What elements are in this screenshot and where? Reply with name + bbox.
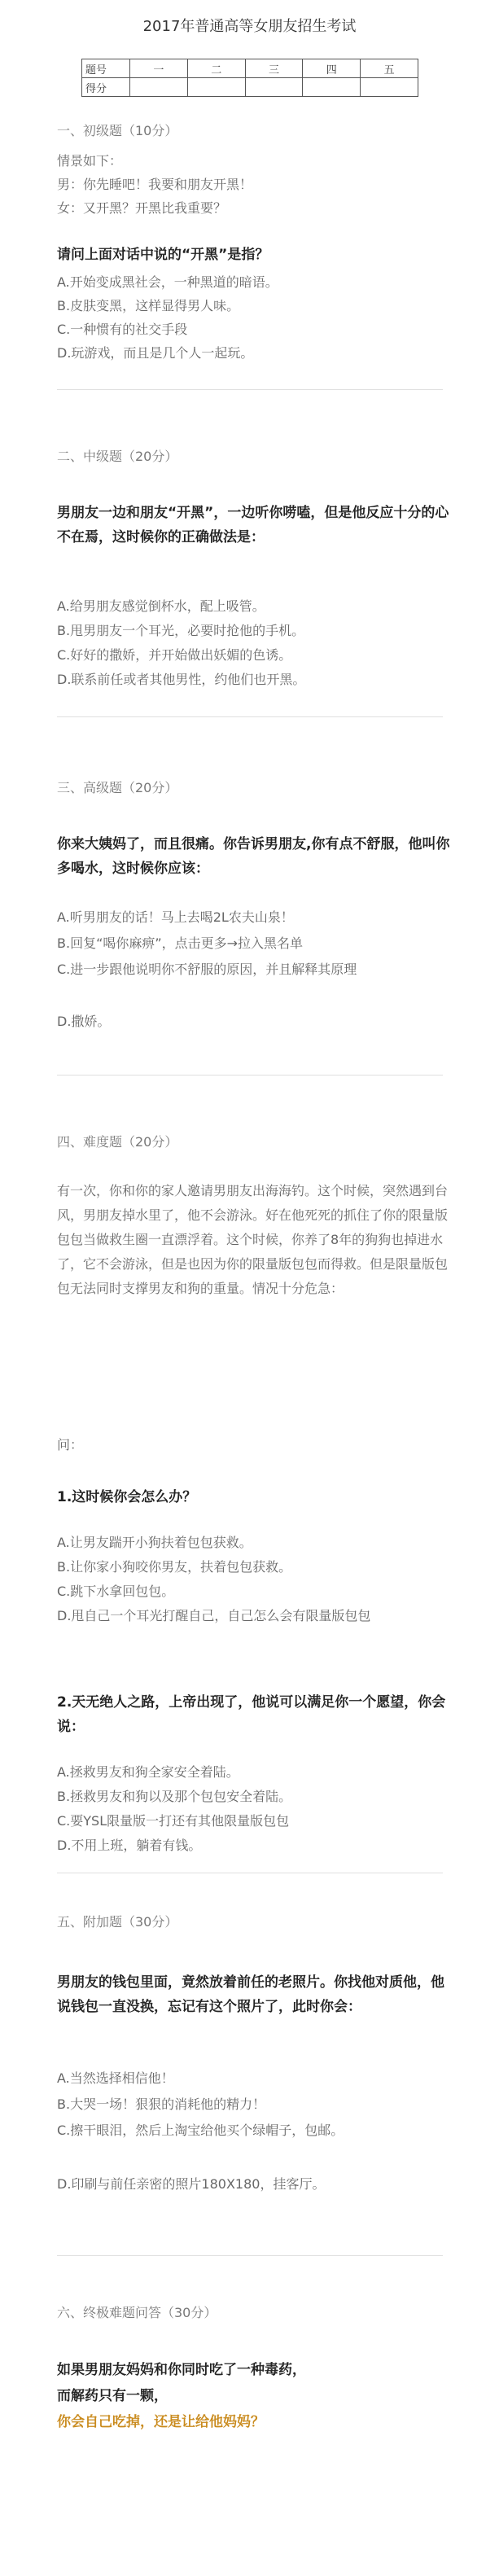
score-table-header-row	[82, 59, 418, 78]
section-5-heading: 五、附加题（30分）	[57, 1914, 178, 1930]
option-b: B.拯救男友和狗以及那个包包安全着陆。	[57, 1789, 292, 1804]
section-4-ask: 问：	[57, 1437, 84, 1452]
option-b: B.大哭一场！狠狠的消耗他的精力！	[57, 2096, 266, 2112]
option-d: D.甩自己一个耳光打醒自己，自己怎么会有限量版包包	[57, 1608, 371, 1623]
section-4-heading: 四、难度题（20分）	[57, 1134, 178, 1150]
context-line: 女：又开黑？开黑比我重要？	[57, 200, 227, 216]
section-6-heading: 六、终极难题问答（30分）	[57, 2305, 217, 2320]
section-3-heading: 三、高级题（20分）	[57, 780, 178, 795]
option-b: B.回复“喝你麻痹”，点击更多→拉入黑名单	[57, 935, 304, 951]
section-6-question-line: 如果男朋友妈妈和你同时吃了一种毒药，	[57, 2362, 306, 2378]
score-column-3: 三	[245, 59, 303, 78]
option-c: C.擦干眼泪，然后上淘宝给他买个绿帽子，包邮。	[57, 2123, 344, 2138]
option-b: B.皮肤变黑，这样显得男人味。	[57, 298, 240, 313]
section-2-heading: 二、中级题（20分）	[57, 449, 178, 464]
option-d: D.印刷与前任亲密的照片180X180，挂客厅。	[57, 2176, 326, 2192]
section-6-highlight-question: 你会自己吃掉，还是让给他妈妈？	[57, 2414, 265, 2430]
option-b: B.甩男朋友一个耳光，必要时抢他的手机。	[57, 623, 305, 638]
option-d: D.联系前任或者其他男性，约他们也开黑。	[57, 672, 306, 687]
option-c: C.好好的撒娇，并开始做出妖媚的色诱。	[57, 647, 292, 663]
option-a: A.当然选择相信他！	[57, 2070, 174, 2086]
section-divider	[57, 389, 443, 390]
section-4-question-1: 1.这时候你会怎么办？	[57, 1489, 197, 1505]
section-4-question-2: 2.天无绝人之路，上帝出现了，他说可以满足你一个愿望，你会说：	[57, 1694, 446, 1735]
section-4-story: 有一次，你和你的家人邀请男朋友出海海钓。这个时候，突然遇到台风，男朋友掉水里了，他不会游泳。好在他死死的抓住了你的限量版包包当做救生圈一直漂浮着。这个时候，你养了8年的狗狗也掉进水了，它不会游泳，但是也因为你的限量版包包而得救。但是限量版包包无法同时支撑男友和狗的重量。情况十分危急：	[57, 1183, 449, 1296]
section-6-question-line: 而解药只有一颗，	[57, 2388, 168, 2404]
score-column-1: 一	[130, 59, 188, 78]
score-table-score-row	[82, 78, 418, 97]
section-divider	[57, 2255, 443, 2256]
option-d: D.玩游戏，而且是几个人一起玩。	[57, 345, 254, 361]
option-d: D.撒娇。	[57, 1014, 111, 1029]
score-cell	[303, 78, 361, 97]
option-c: C.跳下水拿回包包。	[57, 1584, 175, 1599]
option-c: C.一种惯有的社交手段	[57, 322, 188, 337]
context-line: 情景如下：	[57, 153, 123, 169]
section-divider	[57, 1075, 443, 1076]
score-column-2: 二	[187, 59, 245, 78]
exam-title: 2017年普通高等女朋友招生考试	[142, 18, 357, 35]
option-a: A.拯救男友和狗全家安全着陆。	[57, 1764, 239, 1780]
score-column-5: 五	[361, 59, 418, 78]
score-cell	[361, 78, 418, 97]
score-cell	[130, 78, 188, 97]
score-table	[81, 59, 418, 97]
question-number-label: 题号	[82, 59, 130, 78]
option-c: C.进一步跟他说明你不舒服的原因，并且解释其原理	[57, 962, 357, 977]
option-a: A.让男友踹开小狗扶着包包获救。	[57, 1535, 252, 1550]
score-cell	[245, 78, 303, 97]
option-b: B.让你家小狗咬你男友，扶着包包获救。	[57, 1559, 292, 1575]
option-a: A.听男朋友的话！马上去喝2L农夫山泉！	[57, 909, 294, 925]
section-1-heading: 一、初级题（10分）	[57, 123, 178, 138]
option-d: D.不用上班，躺着有钱。	[57, 1838, 202, 1853]
option-a: A.给男朋友感觉倒杯水，配上吸管。	[57, 598, 265, 614]
section-3-question: 你来大姨妈了，而且很痛。你告诉男朋友,你有点不舒服，他叫你多喝水，这时候你应该：	[57, 836, 450, 877]
section-2-question: 男朋友一边和朋友“开黑”，一边听你唠嗑，但是他反应十分的心不在焉，这时候你的正确做法是：	[57, 505, 449, 545]
section-divider	[57, 716, 443, 717]
section-1-question: 请问上面对话中说的“开黑”是指？	[57, 247, 269, 263]
score-label: 得分	[82, 78, 130, 97]
option-a: A.开始变成黑社会，一种黑道的暗语。	[57, 274, 278, 290]
score-cell	[187, 78, 245, 97]
section-5-question: 男朋友的钱包里面，竟然放着前任的老照片。你找他对质他，他说钱包一直没换，忘记有这个照片了，此时你会：	[57, 1974, 444, 2015]
context-line: 男：你先睡吧！我要和朋友开黑！	[57, 177, 253, 192]
option-c: C.要YSL限量版一打还有其他限量版包包	[57, 1813, 290, 1829]
score-column-4: 四	[303, 59, 361, 78]
